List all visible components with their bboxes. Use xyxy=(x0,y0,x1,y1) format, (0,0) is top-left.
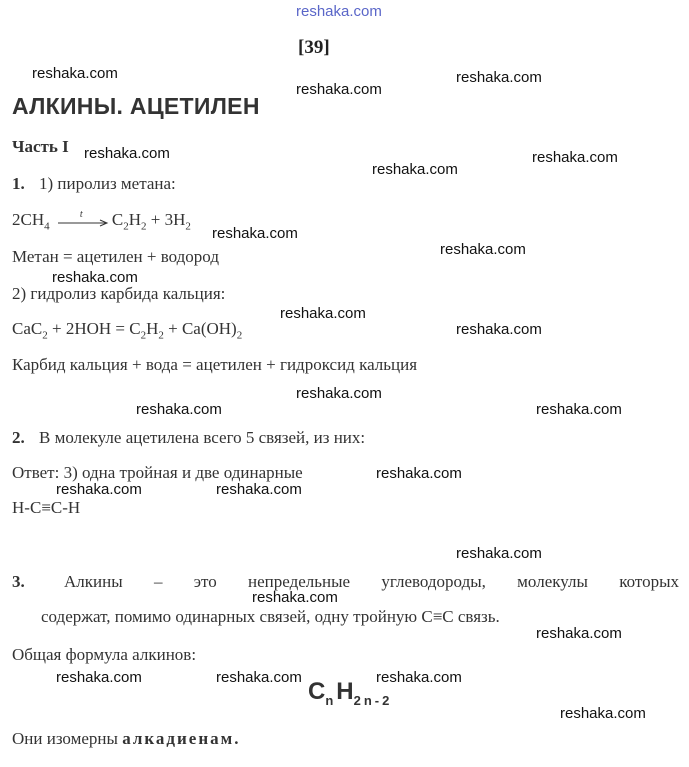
eq2-b-sub: 2 xyxy=(140,329,147,342)
site-header-link[interactable]: reshaka.com xyxy=(296,3,382,20)
q1-words1: Метан = ацетилен + водород xyxy=(12,247,219,266)
watermark-text: reshaka.com xyxy=(280,305,366,322)
q1-header xyxy=(12,174,176,194)
q3-line2: содержат, помимо одинарных связей, одну тройную C≡C связь. xyxy=(41,607,500,626)
watermark-text: reshaka.com xyxy=(32,65,118,82)
eq1-right-b-sub: 2 xyxy=(141,220,147,233)
part-heading: Часть I xyxy=(12,137,69,156)
page-number: [39] xyxy=(298,37,330,58)
q1-number: 1. xyxy=(12,174,25,193)
eq2-b: + 2HOH = C xyxy=(47,319,141,338)
q1-words2: Карбид кальция + вода = ацетилен + гидроксид кальция xyxy=(12,355,418,374)
watermark-text: reshaka.com xyxy=(532,149,618,166)
q3-line1 xyxy=(12,571,679,593)
watermark-text: reshaka.com xyxy=(212,225,298,242)
eq1-left: 2CH xyxy=(12,210,45,229)
watermark-text: reshaka.com xyxy=(296,385,382,402)
eq1-left-sub: 4 xyxy=(44,220,50,233)
watermark-text: reshaka.com xyxy=(56,481,142,498)
q1-item2: 2) гидролиз карбида кальция: xyxy=(12,284,226,303)
watermark-text: reshaka.com xyxy=(440,241,526,258)
eq2-a-sub: 2 xyxy=(42,329,48,342)
eq2-d: + Ca(OH) xyxy=(163,319,237,338)
q3-general-label: Общая формула алкинов: xyxy=(12,645,197,664)
eq1-right-c: + 3H xyxy=(146,210,186,229)
eq1-right-c-sub: 2 xyxy=(185,220,191,233)
formula-n: n xyxy=(325,692,337,708)
q2-structure: H-C≡C-H xyxy=(12,498,81,517)
watermark-text: reshaka.com xyxy=(376,669,462,686)
q3-line1-text: Алкины – это непредельные углеводороды, молекулы которых xyxy=(64,572,679,591)
eq2-c: H xyxy=(146,319,159,338)
watermark-text: reshaka.com xyxy=(456,545,542,562)
eq2-c-sub: 2 xyxy=(158,329,164,342)
watermark-text: reshaka.com xyxy=(136,401,222,418)
watermark-text: reshaka.com xyxy=(536,401,622,418)
page-title: АЛКИНЫ. АЦЕТИЛЕН xyxy=(12,93,260,119)
watermark-text: reshaka.com xyxy=(84,145,170,162)
isomers-word: алкадиенам. xyxy=(122,729,241,748)
eq2-a: CaC xyxy=(12,319,43,338)
arrow-icon xyxy=(56,213,110,229)
watermark-text: reshaka.com xyxy=(376,465,462,482)
eq2-d-sub: 2 xyxy=(236,329,243,342)
watermark-text: reshaka.com xyxy=(52,269,138,286)
reaction-arrow xyxy=(56,209,110,229)
q3-isomers xyxy=(12,729,240,749)
eq1-right-b: H xyxy=(128,210,141,229)
formula-h: H xyxy=(336,678,354,705)
watermark-text: reshaka.com xyxy=(536,625,622,642)
watermark-text: reshaka.com xyxy=(456,321,542,338)
formula-c: C xyxy=(308,678,326,705)
eq1-right-a-sub: 2 xyxy=(123,220,129,233)
q1-equation1 xyxy=(12,210,191,236)
q2-header xyxy=(12,428,365,448)
q2-number: 2. xyxy=(12,428,25,447)
watermark-text: reshaka.com xyxy=(560,705,646,722)
q1-item1: 1) пиролиз метана: xyxy=(39,174,176,193)
watermark-text: reshaka.com xyxy=(372,161,458,178)
watermark-text: reshaka.com xyxy=(216,481,302,498)
formula-h-sub: 2n-2 xyxy=(353,692,393,708)
watermark-text: reshaka.com xyxy=(296,81,382,98)
eq1-right-a: C xyxy=(111,210,124,229)
watermark-text: reshaka.com xyxy=(216,669,302,686)
watermark-text: reshaka.com xyxy=(56,669,142,686)
isomers-prefix: Они изомерны xyxy=(12,729,123,748)
watermark-text: reshaka.com xyxy=(252,589,338,606)
q2-answer: Ответ: 3) одна тройная и две одинарные xyxy=(12,463,303,482)
q2-text: В молекуле ацетилена всего 5 связей, из них: xyxy=(39,428,366,447)
q3-number: 3. xyxy=(12,572,25,591)
arrow-condition: t xyxy=(79,209,83,221)
q1-equation2 xyxy=(12,319,242,345)
watermark-text: reshaka.com xyxy=(456,69,542,86)
